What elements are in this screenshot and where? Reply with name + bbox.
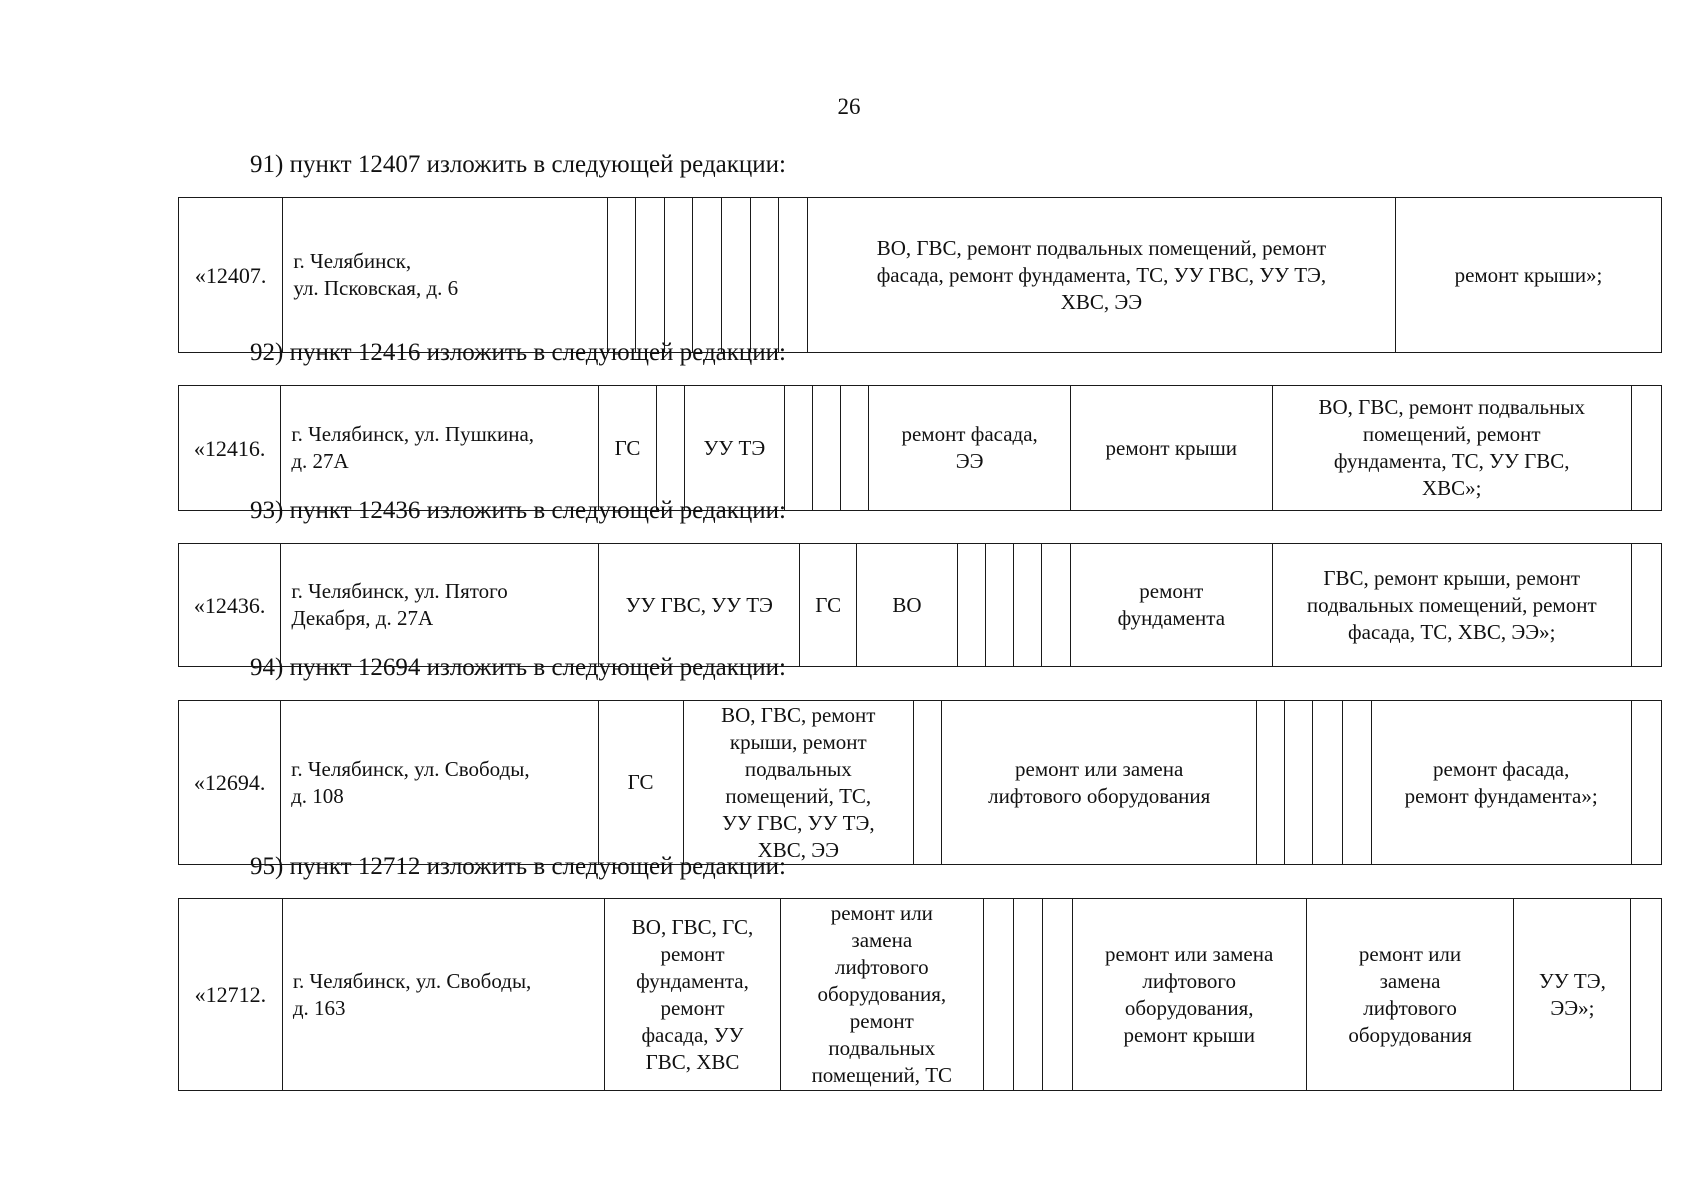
cell-line: подвальных [744,756,852,781]
work-type-cell [941,701,1256,865]
address-line: ул. Псковская, д. 6 [293,276,459,300]
empty-cell [1631,701,1661,865]
work-type-cell [684,386,784,511]
empty-cell [607,198,636,353]
cell-line: ХВС, ЭЭ [1060,289,1143,314]
amendment-table [178,700,1662,865]
empty-cell [1285,701,1313,865]
item-number: «12694. [179,701,281,865]
empty-cell [1013,544,1041,667]
work-type-cell [1371,701,1631,865]
cell-line: ремонт крыши [1123,1022,1255,1047]
work-type-cell [1070,544,1272,667]
empty-cell [1342,701,1371,865]
cell-line: УУ ГВС, УУ ТЭ, [722,810,875,835]
cell-line: фасада, ТС, ХВС, ЭЭ»; [1348,619,1556,644]
cell-line: ВО [892,592,922,617]
empty-cell [1043,899,1073,1091]
amendment-heading: 93) пункт 12436 изложить в следующей редакции: [250,497,786,524]
cell-line: ГС [614,435,641,460]
cell-line: ремонт фасада, [1433,756,1570,781]
table-row [179,899,1662,1091]
empty-cell [813,386,841,511]
empty-cell [984,899,1014,1091]
amendment-table [178,197,1662,353]
work-type-cell [807,198,1395,353]
cell-line: УУ ТЭ [703,435,766,460]
cell-line: помещений, ремонт [1362,422,1541,446]
cell-line: ремонт или замена [1015,756,1184,781]
cell-line: ремонт фасада, [901,422,1038,446]
empty-cell [722,198,751,353]
work-type-cell [1272,386,1631,511]
item-number: «12416. [179,386,281,511]
cell-line: ВО, ГВС, ГС, [631,914,754,939]
cell-line: фасада, УУ [641,1022,744,1047]
amendment-heading: 95) пункт 12712 изложить в следующей редакции: [250,853,786,880]
table-row [179,701,1662,865]
address-line: д. 27А [291,449,349,473]
work-type-cell [1395,198,1661,353]
work-type-cell [1306,899,1514,1091]
item-number: «12436. [179,544,281,667]
cell-line: ремонт фундамента»; [1404,783,1598,808]
cell-line: ВО, ГВС, ремонт подвальных помещений, ремонт [876,235,1327,260]
work-type-cell [1272,544,1631,667]
cell-line: помещений, ТС, [725,783,872,808]
cell-line: ремонт [660,995,725,1020]
address-line: г. Челябинск, ул. Свободы, [291,756,530,781]
work-type-cell [599,386,656,511]
cell-line: ЭЭ [955,449,984,473]
address-cell [282,899,605,1091]
cell-line: ремонт крыши [1105,435,1238,460]
table-row [179,544,1662,667]
cell-line: ремонт или [830,901,933,925]
work-type-cell [683,701,913,865]
work-type-cell [780,899,984,1091]
cell-line: ВО, ГВС, ремонт [721,702,876,727]
empty-cell [779,198,808,353]
item-number: «12407. [179,198,283,353]
cell-line: ремонт [849,1009,914,1033]
address-line: г. Челябинск, ул. Свободы, [292,968,532,993]
amendment-table [178,543,1662,667]
cell-line: ЭЭ»; [1550,995,1595,1020]
address-cell [281,544,599,667]
cell-line: лифтового [1363,995,1457,1020]
amendment-heading: 91) пункт 12407 изложить в следующей редакции: [250,151,786,178]
table-row [179,198,1662,353]
cell-line: подвальных помещений, ремонт [1306,592,1597,617]
cell-line: ГВС, ХВС [645,1049,740,1074]
cell-line: ГС [815,592,842,617]
empty-cell [656,386,684,511]
cell-line: замена [1379,968,1441,993]
address-line: г. Челябинск, ул. Пятого [291,579,508,603]
work-type-cell [1514,899,1631,1091]
amendment-heading: 94) пункт 12694 изложить в следующей редакции: [250,654,786,681]
cell-line: фундамента, [636,968,749,993]
work-type-cell [800,544,857,667]
cell-line: оборудования, [817,982,947,1006]
cell-line: оборудования, [1124,995,1254,1020]
address-line: г. Челябинск, ул. Пушкина, [291,422,535,446]
cell-line: помещений, ТС [811,1063,953,1087]
cell-line: лифтового [1142,968,1236,993]
empty-cell [785,386,813,511]
address-line: д. 108 [291,783,344,808]
work-type-cell [1072,899,1306,1091]
cell-line: крыши, ремонт [729,729,867,754]
work-type-cell [869,386,1071,511]
empty-cell [636,198,665,353]
empty-cell [1313,701,1342,865]
cell-line: ремонт или [1358,941,1462,966]
work-type-cell [605,899,780,1091]
empty-cell [693,198,722,353]
cell-line: оборудования [1348,1022,1472,1047]
amendment-table [178,898,1662,1091]
cell-line: УУ ГВС, УУ ТЭ [625,592,773,617]
empty-cell [664,198,693,353]
cell-line: фундамента [1117,606,1226,630]
work-type-cell [1070,386,1272,511]
cell-line: лифтового [835,955,929,979]
cell-line: ремонт [660,941,725,966]
address-cell [283,198,607,353]
cell-line: лифтового оборудования [988,783,1211,808]
item-number: «12712. [179,899,283,1091]
cell-line: ремонт крыши»; [1454,262,1603,287]
cell-line: ГВС, ремонт крыши, ремонт [1323,565,1581,590]
cell-line: УУ ТЭ, [1538,968,1606,993]
address-cell [281,386,599,511]
cell-line: ХВС»; [1421,476,1482,500]
empty-cell [985,544,1013,667]
cell-line: ВО, ГВС, ремонт подвальных [1318,395,1585,419]
empty-cell [1041,544,1070,667]
address-line: Декабря, д. 27А [291,606,434,630]
address-line: г. Челябинск, [293,249,412,273]
cell-line: фасада, ремонт фундамента, ТС, УУ ГВС, УУ ТЭ, [876,262,1327,287]
empty-cell [1631,899,1662,1091]
empty-cell [750,198,779,353]
work-type-cell [857,544,957,667]
page-number: 26 [837,94,861,119]
empty-cell [1013,899,1043,1091]
cell-line: ремонт [1139,579,1204,603]
empty-cell [1631,386,1661,511]
table-row [179,386,1662,511]
empty-cell [1631,544,1661,667]
cell-line: фундамента, ТС, УУ ГВС, [1333,449,1570,473]
cell-line: ХВС, ЭЭ [757,837,839,862]
cell-line: ГС [627,770,654,794]
work-type-cell [598,701,683,865]
work-type-cell [599,544,800,667]
address-cell [281,701,598,865]
empty-cell [957,544,985,667]
address-line: д. 163 [292,995,346,1020]
cell-line: ремонт или замена [1105,941,1274,966]
empty-cell [841,386,869,511]
cell-line: замена [851,928,913,952]
empty-cell [1257,701,1285,865]
amendment-table [178,385,1662,511]
amendment-heading: 92) пункт 12416 изложить в следующей редакции: [250,339,786,366]
cell-line: подвальных [828,1036,936,1060]
empty-cell [913,701,941,865]
